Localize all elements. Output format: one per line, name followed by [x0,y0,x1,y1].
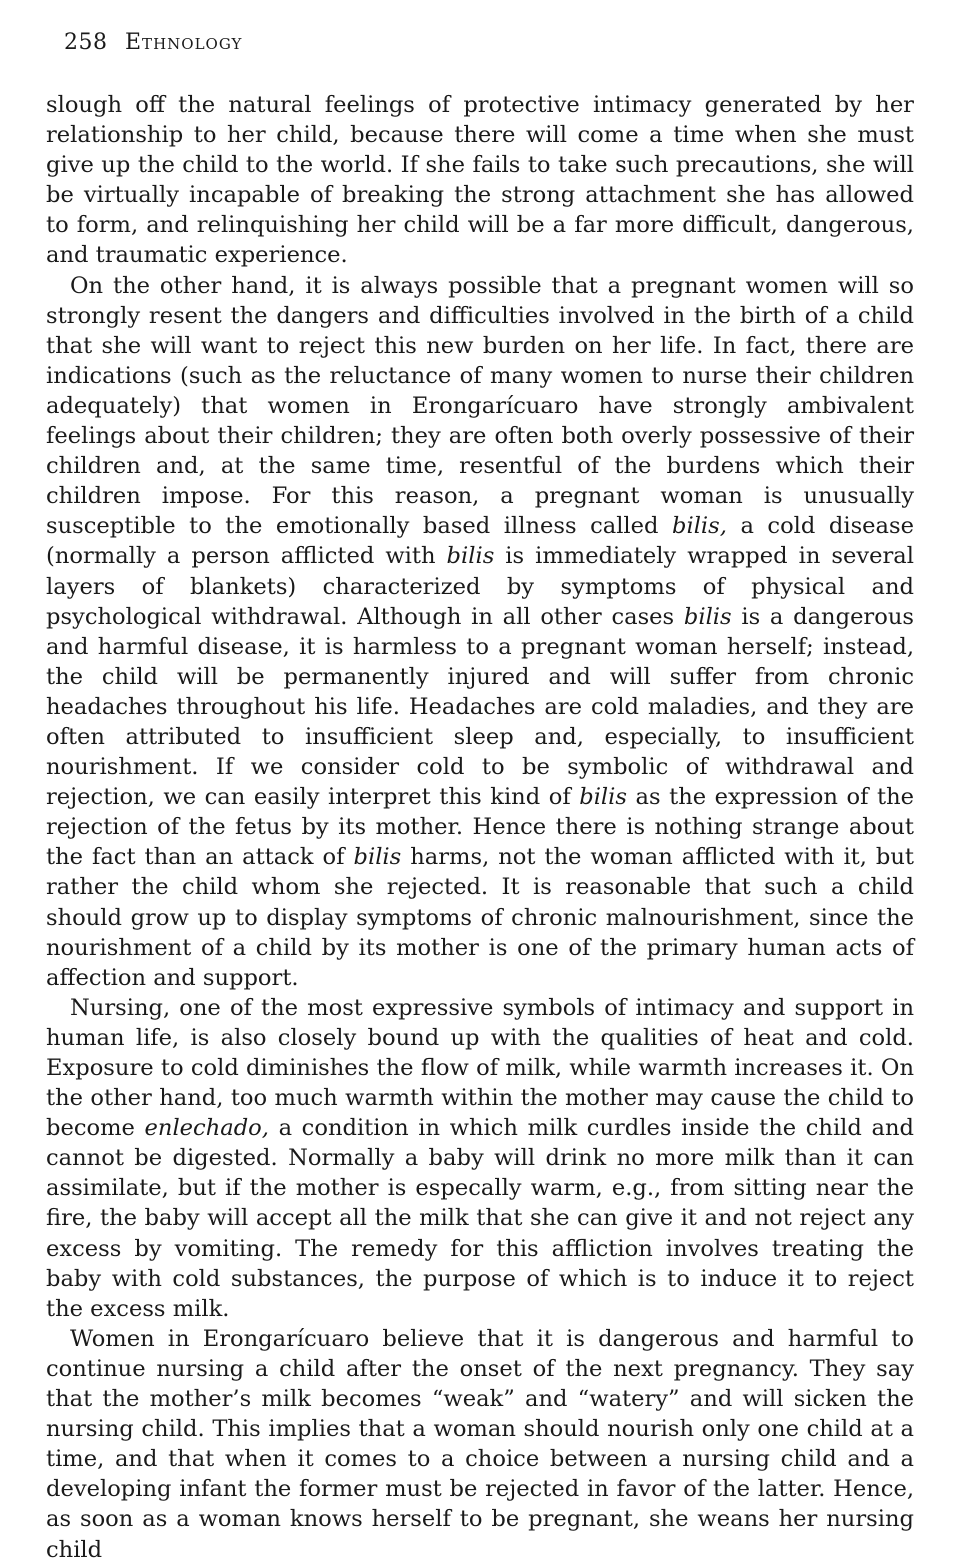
paragraph [46,271,914,993]
text-run: Women in Erongarícuaro believe that it is dangerous and harmful to continue nursing a child after the onset of the next pregnancy. They say that the mother’s milk becomes “weak” and “watery” and will sicken the nursing child. This implies that a woman should nourish only one child at a time, and that when it comes to a choice between a nursing child and a developing infant the former must be rejected in favor of the latter. Hence, as soon as a woman knows herself to be pregnant, she weans her nursing child [46,1325,914,1563]
italic-term: enlechado, [144,1115,269,1142]
italic-term: bilis [683,603,732,630]
paragraph [46,993,914,1324]
italic-term: bilis, [672,513,727,540]
running-header [64,30,242,62]
text-run: harms, not the woman afflicted with it, but rather the child whom she rejected. It is reasonable that such a child should grow up to display symptoms of chronic malnourishment, since the nourishment of a child by its mother is one of the primary human acts of affection and support. [46,844,914,991]
text-run: slough off the natural feelings of protective intimacy generated by her relationship to her child, because there will come a time when she must give up the child to the world. If she fails to take such precautions, she will be virtually incapable of breaking the strong attachment she has allowed to form, and relinquishing her child will be a far more difficult, dangerous, and traumatic experience. [46,92,914,269]
body-text [46,90,914,1565]
italic-term: bilis [446,543,495,570]
text-run: a condition in which milk curdles inside the child and cannot be digested. Normally a baby will drink no more milk than it can assimilate, but if the mother is especally warm, e.g., from sitting near the fire, the baby will accept all the milk that she can give it and not reject any excess by vomiting. The remedy for this affliction involves treating the baby with cold substances, the purpose of which is to induce it to reject the excess milk. [46,1115,914,1322]
text-run: is a dangerous and harmful disease, it is harmless to a pregnant woman herself; instead, the child will be permanently injured and will suffer from chronic headaches throughout his life. Headaches are cold maladies, and they are often attributed to insufficient sleep and, especially, to insufficient nourishment. If we consider cold to be symbolic of withdrawal and rejection, we can easily interpret this kind of [46,603,914,811]
page-number: 258 [64,30,108,55]
italic-term: bilis [353,844,402,871]
text-run: On the other hand, it is always possible that a pregnant women will so strongly resent the dangers and difficulties involved in the birth of a child that she will want to reject this new burden on her life. In fact, there are indications (such as the reluctance of many women to nurse their children adequately) that women in Erongarícuaro have strongly ambivalent feelings about their children; they are often both overly possessive of their children and, at the same time, resentful of the burdens which their children impose. For this reason, a pregnant woman is unusually susceptible to the emotionally based illness called [46,272,914,540]
paragraph [46,90,914,271]
text-run: is immediately wrapped in several layers of blankets) characterized by symptoms of physical and psychological withdrawal. Although in all other cases [46,543,914,630]
text-run: a cold disease (normally a person afflicted with [46,513,914,570]
text-run: as the expression of the rejection of the fetus by its mother. Hence there is nothing strange about the fact than an attack of [46,784,914,871]
italic-term: bilis [579,784,627,811]
running-title: Ethnology [125,30,243,55]
text-run: Nursing, one of the most expressive symbols of intimacy and support in human life, is also closely bound up with the qualities of heat and cold. Exposure to cold diminishes the flow of milk, while warmth increases it. On the other hand, too much warmth within the mother may cause the child to become [46,994,914,1142]
paragraph [46,1324,914,1565]
